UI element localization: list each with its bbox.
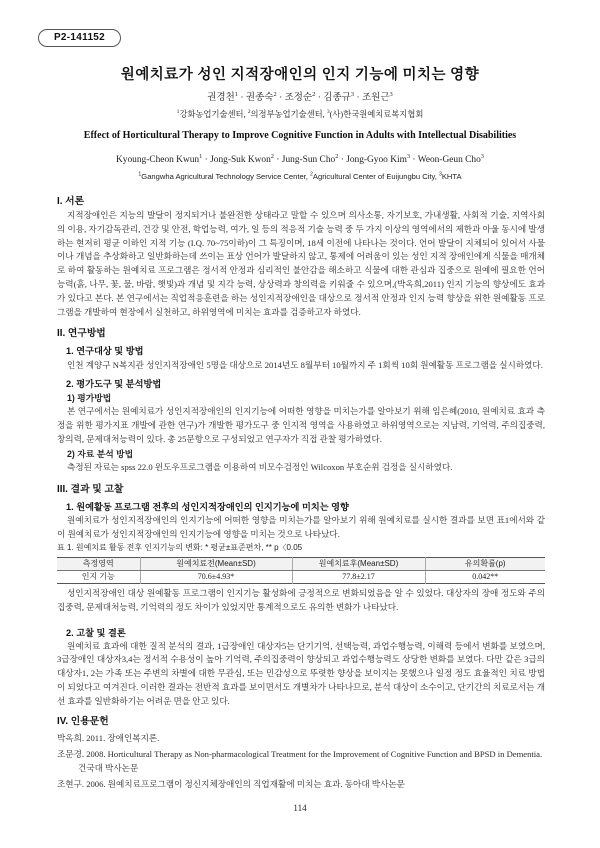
table-header-cell: 원예치료후(Mean±SD): [292, 557, 425, 570]
affiliation-mark: 2: [247, 109, 251, 116]
subsection-heading-discussion: 2. 고찰 및 결론: [66, 627, 126, 638]
affiliation-name: KHTA: [441, 172, 462, 181]
author-name: 김종규: [323, 93, 351, 103]
author-separator: ·: [356, 93, 360, 103]
table-caption: 표 1. 원예치료 활동 전후 인지기능의 변화: * 평균±표준편차, ** p〈0.05: [57, 542, 303, 552]
reference-list: [57, 731, 545, 791]
author-name: Jong-Suk Kwon: [210, 155, 271, 165]
reference-item: 박옥희. 2011. 장애인복지론.: [57, 732, 160, 743]
affiliation-name: (사)한국원예치료복지협회: [329, 110, 424, 119]
table-header-cell: 원예치료전(Mean±SD): [140, 557, 292, 570]
affiliation-name: 의정부농업기술센터,: [250, 110, 325, 119]
table-cell: 인지 기능: [81, 571, 115, 581]
paper-body: [57, 195, 545, 791]
section-heading-introduction: I. 서론: [57, 196, 85, 207]
affiliation-name: 강화농업기술센터,: [179, 110, 246, 119]
author-name: 권경천: [207, 93, 235, 103]
affiliation-mark: 1: [176, 109, 180, 116]
results-table: [57, 557, 545, 584]
author-separator: ·: [204, 155, 208, 165]
reference-item: 조문경. 2008. Horticultural Therapy as Non-pharmacological Treatment for the Improvement of Cognitive Function and BPSD in Dementia. 건국대 박사논문: [57, 748, 543, 773]
author-affiliation-mark: 3: [480, 152, 484, 160]
table-header-cell: 측정영역: [57, 557, 140, 570]
english-authors: [0, 153, 600, 167]
author-separator: ·: [279, 93, 283, 103]
discussion-paragraph: 원예치료 효과에 대한 질적 분석의 결과, 1급장애인 대상자5는 단기기억, 선택능력, 과업수행능력, 이해력 등에서 변화를 보였으며, 3급장애인 대상자3,4는 정서적 수용성이 높아 기억력, 주의집중력이 향상되고 과업수행능력도 상당한 변화를 보였다. 다만 같은 3급의 대상자1, 2는 가족 또는 주변의 차별에 대한 무관심, 또는 민감성으로 뚜렷한 향상을 보이지는 못했으나 일정 정도 효율적인 치료 방법이 되었다고 여겨진다. 이러한 결과는 전반적 효과를 보이면서도 개별차가 나타나므로, 분석 대상이 소수이고, 단기간의 치료로서는 개선 효과를 일반화하기는 어려운 면을 안고 있다.: [57, 640, 545, 706]
subsection-heading-program-effect: 1. 원예활동 프로그램 전후의 성인지적장애인의 인지기능에 미치는 영향: [66, 502, 349, 513]
paper-header: [0, 64, 600, 183]
evaluation-method-paragraph: 본 연구에서는 원예치료가 성인지적장애인의 인지기능에 어떠한 영향을 미치는가를 알아보기 위해 임은혜(2010, 원예치료 효과 측정을 위한 평가지표 개발에 관한 연구)가 개발한 평가도구 중 인지적 영역을 사용하였고 하위영역으로는 지남력, 기억력, 주의집중력, 창의력, 문제대처능력이 있다. 총 25문항으로 구성되었고 연구자가 직접 관찰 평가하였다.: [57, 406, 545, 444]
english-title: Effect of Horticultural Therapy to Improve Cognitive Function in Adults with Intellectual Disabilities: [83, 130, 517, 141]
author-affiliation-mark: 1: [234, 90, 238, 98]
table-cell: 77.8±2.17: [292, 570, 425, 583]
page-number: 114: [293, 803, 307, 813]
reference-item: 조현구. 2006. 원예치료프로그램이 정신지체장애인의 직업재활에 미치는 효과. 동아대 박사논문: [57, 778, 405, 789]
author-affiliation-mark: 3: [350, 90, 355, 98]
author-affiliation-mark: 2: [335, 152, 339, 160]
author-name: Kyoung-Cheon Kwun: [116, 155, 200, 165]
affiliation-name: Gangwha Agricultural Technology Service Center,: [141, 172, 308, 181]
results-paragraph: 원예치료가 성인지적장애인의 인지기능에 어떠한 영향을 미치는가를 알아보기 위해 원예치료를 실시한 결과를 보면 표1에서와 같이 원예치료가 성인지적장애인의 인지기능에 영향을 미치는 것으로 나타났다.: [57, 515, 545, 540]
author-affiliation-mark: 1: [199, 152, 203, 160]
korean-authors: [0, 91, 600, 105]
author-affiliation-mark: 2: [312, 90, 316, 98]
author-name: Jong-Gyoo Kim: [346, 155, 407, 165]
english-affiliations: [0, 170, 600, 183]
author-separator: ·: [276, 155, 280, 165]
data-analysis-paragraph: 측정된 자료는 spss 22.0 윈도우프로그램을 이용하여 비모수검정인 Wilcoxon 부호순위 검정을 실시하였다.: [67, 461, 453, 472]
author-name: Weon-Geun Cho: [417, 155, 481, 165]
subsection-heading-subjects: 1. 연구대상 및 방법: [66, 346, 144, 357]
author-name: 조원근: [361, 93, 390, 103]
author-affiliation-mark: 2: [273, 90, 277, 98]
author-name: 조정순: [284, 93, 313, 103]
table-header-cell: 유의확률(p): [425, 557, 545, 570]
subjects-paragraph: 인천 계양구 N복지관 성인지적장애인 5명을 대상으로 2014년도 8월부터 10월까지 주 1회씩 10회 원예활동 프로그램을 실시하였다.: [67, 360, 543, 371]
item-heading-evaluation-method: 1) 평가방법: [67, 393, 112, 404]
affiliation-mark: 1: [138, 171, 142, 178]
korean-affiliations: [0, 108, 600, 121]
introduction-paragraph: 지적장애인은 지능의 발달이 정지되거나 불완전한 상태라고 말할 수 있으며 의사소통, 자기보호, 가내생활, 사회적 기술, 지역사회의 이용, 자기감독관리, 건강 및 안전, 학업능력, 여가, 일 등의 적응적 기술 능력 중 두 가지 이상의 영역에서의 제한과 아울 동시에 발생하는 현저히 평균 이하인 지적 기능 (I.Q. 70~75이하)이 그 특징이며, 18세 이전에 나타나는 것이다. 언어 발달이 지체되어 있어서 사물이나 개념을 추상화하고 일반화하는데 쓰이는 표상 언어가 발달하지 않고, 통제에 어려움이 있는 성인 지적 장애인에게 식물을 매개체로 하여 활동하는 원예치료 프로그램은 정서적 안정과 심리적인 불안감을 해소하고 식물에 대한 관심과 집중으로 원예에 필요한 언어능력(흙, 나무, 꽃, 물, 바람, 햇빛)과 개념 및 지각 능력, 상상력과 창의력을 키워줄 수 있으며,(박옥희,2011) 인지 기능의 향상에도 효과가 있다고 본다. 본 연구에서는 직업적응훈련을 하는 성인지적장애인을 대상으로 정서적 안정과 인지 능력 향상을 위한 원예활동 프로그램을 개발하여 현장에서 실천하고, 하위영역에 미치는 효과를 검증하고자 하였다.: [57, 210, 545, 317]
author-separator: ·: [412, 155, 416, 165]
author-separator: ·: [340, 155, 344, 165]
table-row: [57, 570, 545, 583]
poster-id-badge: P2-141152: [38, 29, 121, 47]
korean-title: 원예치료가 성인 지적장애인의 인지 기능에 미치는 영향: [120, 67, 480, 83]
affiliation-mark: 3: [326, 109, 330, 116]
item-heading-data-analysis: 2) 자료 분석 방법: [67, 448, 134, 459]
author-name: Jung-Sun Cho: [281, 155, 336, 165]
author-affiliation-mark: 3: [389, 90, 393, 98]
author-separator: ·: [317, 93, 321, 103]
subsection-heading-evaluation: 2. 평가도구 및 분석방법: [66, 379, 162, 390]
section-heading-references: IV. 인용문헌: [57, 715, 109, 727]
section-heading-results: III. 결과 및 고찰: [57, 484, 124, 496]
author-affiliation-mark: 2: [270, 152, 274, 160]
affiliation-mark: 2: [310, 171, 313, 178]
table-cell: 0.042**: [425, 570, 545, 583]
section-heading-methods: II. 연구방법: [57, 328, 106, 340]
author-separator: ·: [240, 93, 244, 103]
affiliation-name: Agricultural Center of Euijungbu City,: [312, 172, 437, 181]
table-cell: 70.6±4.93*: [140, 570, 292, 583]
results-after-table-paragraph: 성인지적장애인 대상 원예활동 프로그램이 인지기능 활성화에 긍정적으로 변화되었음을 알 수 있었다. 대상자의 장애 정도와 주의집중력, 문제대처능력, 기억력의 정도 차이가 있었지만 통계적으로도 유의한 변화가 나타났다.: [57, 587, 545, 612]
author-name: 권종숙: [245, 93, 274, 103]
table-header-row: [57, 557, 545, 570]
affiliation-mark: 3: [438, 171, 442, 178]
author-affiliation-mark: 3: [406, 152, 411, 160]
